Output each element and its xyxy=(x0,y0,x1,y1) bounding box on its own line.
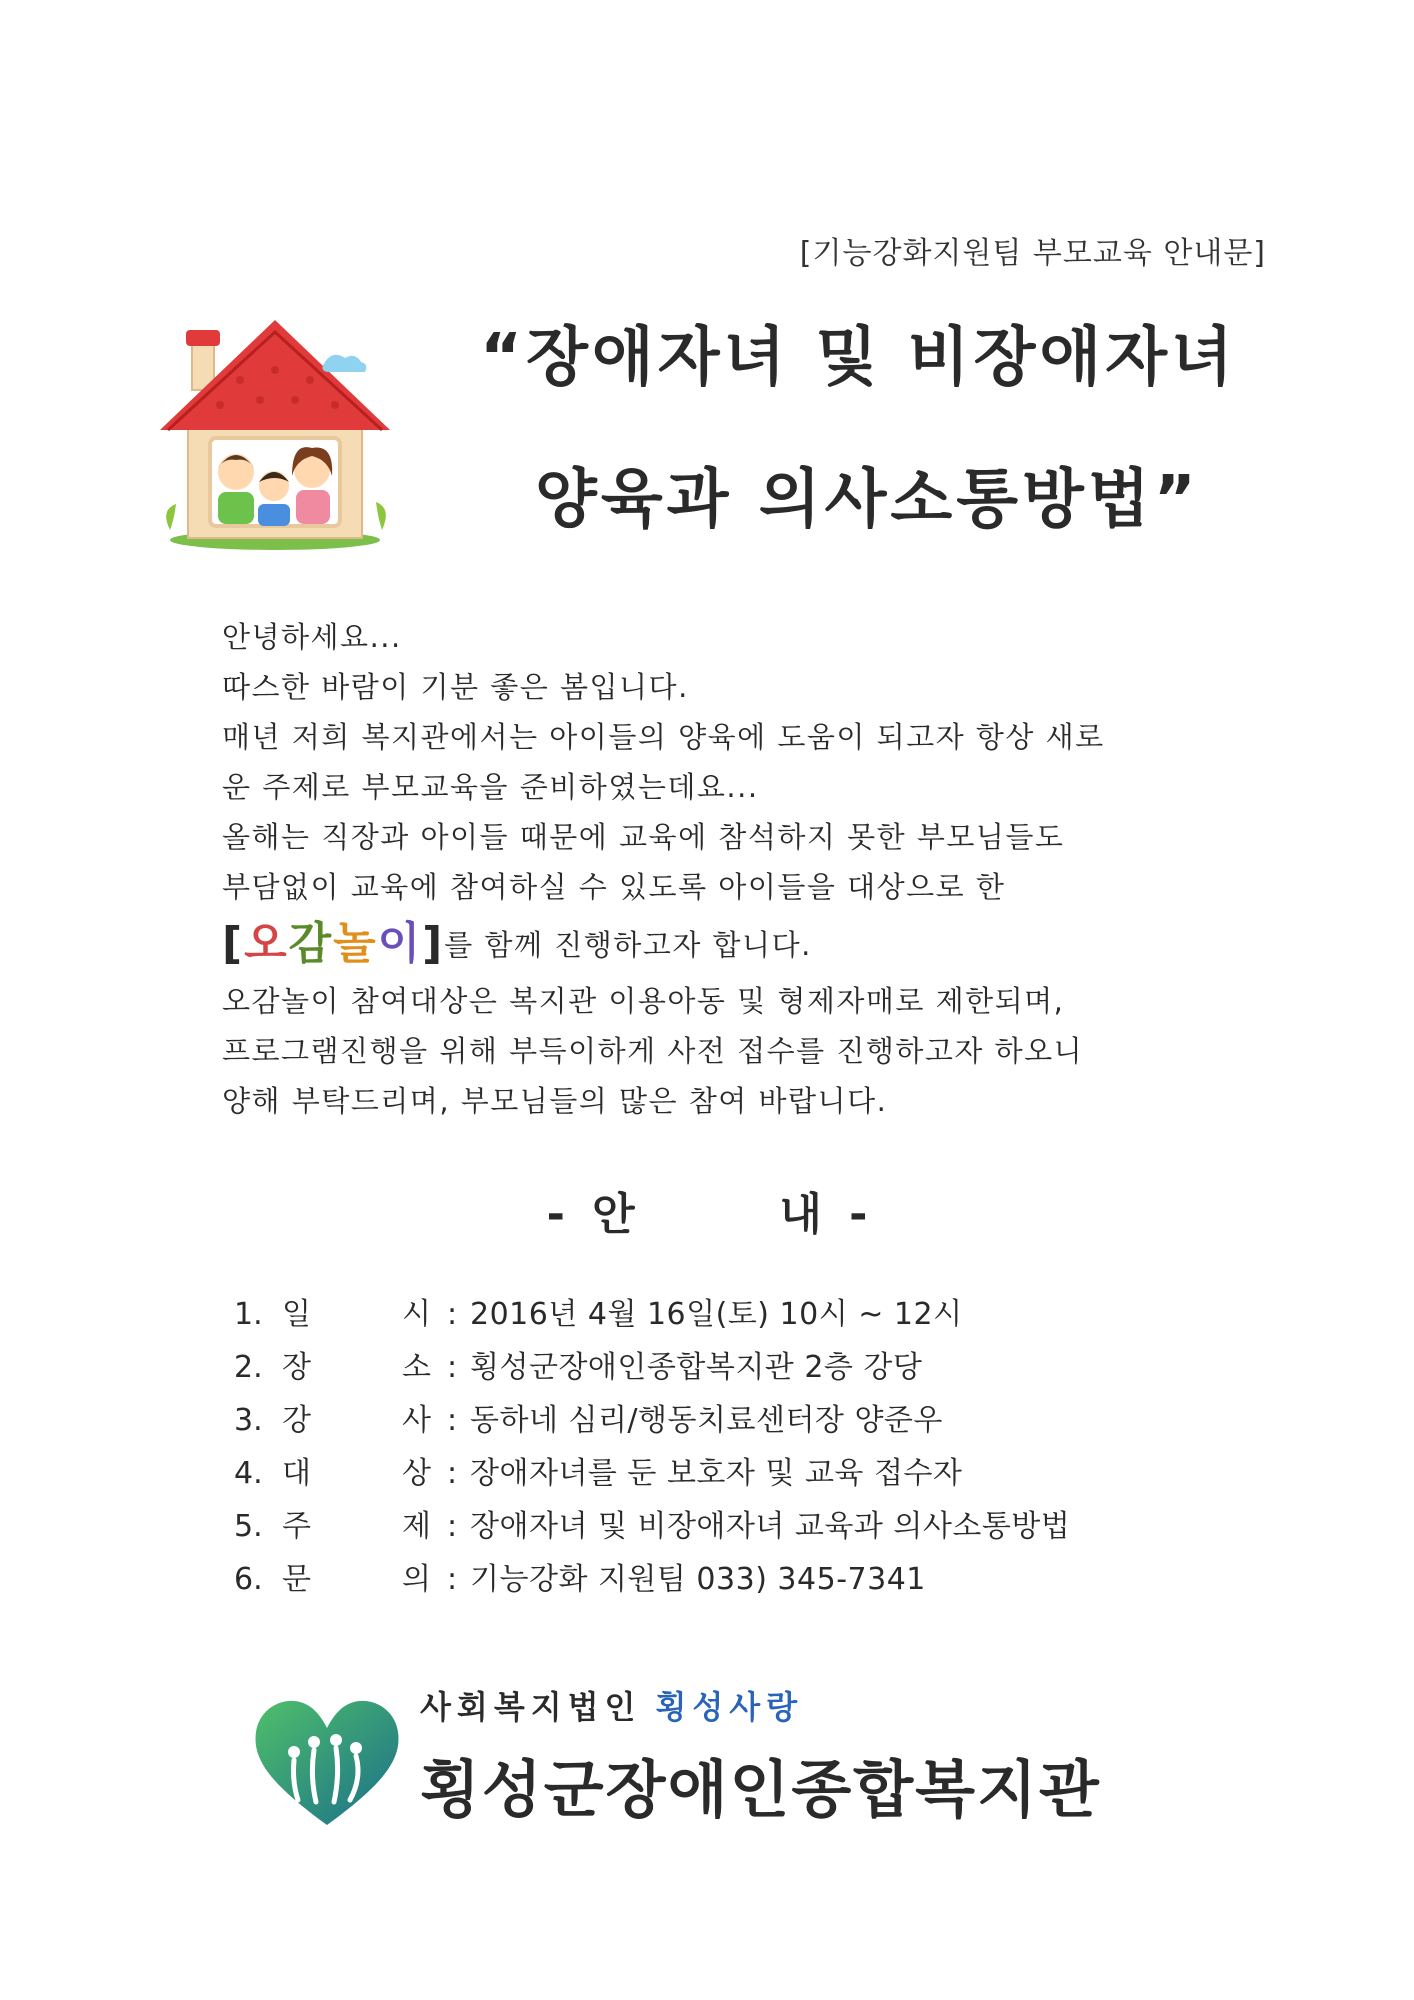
info-number: 1. xyxy=(234,1297,263,1332)
corporation-name: 횡성사랑 xyxy=(655,1688,804,1726)
corporation-label xyxy=(420,1682,803,1728)
info-colon: : xyxy=(446,1456,458,1491)
organization-name: 횡성군장애인종합복지관 xyxy=(420,1753,1101,1826)
info-key-first: 장 xyxy=(282,1350,311,1385)
corporation-prefix: 사회복지법인 xyxy=(420,1688,642,1726)
info-colon: : xyxy=(446,1297,458,1332)
info-row xyxy=(234,1394,1070,1447)
notice-dash-left: - xyxy=(546,1189,565,1240)
info-key-second: 시 xyxy=(402,1297,431,1332)
info-key-second: 의 xyxy=(402,1562,431,1597)
info-number: 6. xyxy=(234,1562,263,1597)
info-number: 5. xyxy=(234,1509,263,1544)
program-line-suffix: 를 함께 진행하고자 합니다. xyxy=(444,928,812,962)
body-line: 올해는 직장과 아이들 때문에 교육에 참석하지 못한 부모님들도 xyxy=(222,820,1065,854)
program-char-1: 오 xyxy=(244,918,289,969)
program-name xyxy=(222,918,444,969)
info-value: 동하네 심리/행동치료센터장 양준우 xyxy=(470,1403,943,1438)
info-key-second: 소 xyxy=(402,1350,431,1385)
body-line: 매년 저희 복지관에서는 아이들의 양육에 도움이 되고자 항상 새로 xyxy=(222,720,1105,754)
program-bracket-close: ] xyxy=(422,918,445,969)
program-line xyxy=(222,912,1222,976)
body-line: 오감놀이 참여대상은 복지관 이용아동 및 형제자매로 제한되며, xyxy=(222,984,1065,1018)
program-char-2: 감 xyxy=(288,918,334,969)
info-row xyxy=(234,1288,1070,1341)
info-key-second: 상 xyxy=(402,1456,431,1491)
info-number: 2. xyxy=(234,1350,263,1385)
info-value: 2016년 4월 16일(토) 10시 ~ 12시 xyxy=(470,1297,963,1332)
body-line: 프로그램진행을 위해 부득이하게 사전 접수를 진행하고자 하오니 xyxy=(222,1034,1084,1068)
info-colon: : xyxy=(446,1509,458,1544)
notice-heading xyxy=(0,1178,1414,1242)
info-number: 4. xyxy=(234,1456,263,1491)
info-colon: : xyxy=(446,1350,458,1385)
body-line: 따스한 바람이 기분 좋은 봄입니다. xyxy=(222,670,689,704)
info-colon: : xyxy=(446,1562,458,1597)
notice-dash-right: - xyxy=(849,1189,868,1240)
info-row xyxy=(234,1341,1070,1394)
info-key-second: 사 xyxy=(402,1403,431,1438)
body-line: 부담없이 교육에 참여하실 수 있도록 아이들을 대상으로 한 xyxy=(222,870,1006,904)
title-line-1: “장애자녀 및 비장애자녀 xyxy=(480,321,1237,395)
info-key-first: 일 xyxy=(282,1297,311,1332)
notice-word-1: 안 xyxy=(592,1189,635,1240)
info-value: 횡성군장애인종합복지관 2층 강당 xyxy=(470,1350,923,1385)
info-row xyxy=(234,1500,1070,1553)
info-row xyxy=(234,1447,1070,1500)
info-colon: : xyxy=(446,1403,458,1438)
program-char-3: 놀 xyxy=(333,918,378,969)
document-header-tag: [기능강화지원팀 부모교육 안내문] xyxy=(799,236,1266,271)
info-value: 장애자녀를 둔 보호자 및 교육 접수자 xyxy=(470,1456,963,1491)
info-key-first: 문 xyxy=(282,1562,311,1597)
body-line: 운 주제로 부모교육을 준비하였는데요... xyxy=(222,770,759,804)
info-key-first: 강 xyxy=(282,1403,311,1438)
title-line-2: 양육과 의사소통방법” xyxy=(535,463,1200,537)
greeting-body xyxy=(222,612,1222,1126)
heart-logo xyxy=(252,1690,402,1830)
body-line: 양해 부탁드리며, 부모님들의 많은 참여 바랍니다. xyxy=(222,1084,888,1118)
program-bracket-open: [ xyxy=(222,918,245,969)
info-key-second: 제 xyxy=(402,1509,431,1544)
family-house-illustration xyxy=(150,300,400,560)
program-char-4: 이 xyxy=(377,918,423,969)
notice-word-2: 내 xyxy=(779,1189,822,1240)
info-number: 3. xyxy=(234,1403,263,1438)
notice-info-list xyxy=(234,1288,1070,1606)
info-value: 기능강화 지원팀 033) 345-7341 xyxy=(470,1562,926,1597)
info-row xyxy=(234,1553,1070,1606)
info-key-first: 대 xyxy=(282,1456,311,1491)
body-line: 안녕하세요... xyxy=(222,620,402,654)
info-value: 장애자녀 및 비장애자녀 교육과 의사소통방법 xyxy=(470,1509,1071,1544)
info-key-first: 주 xyxy=(282,1509,311,1544)
